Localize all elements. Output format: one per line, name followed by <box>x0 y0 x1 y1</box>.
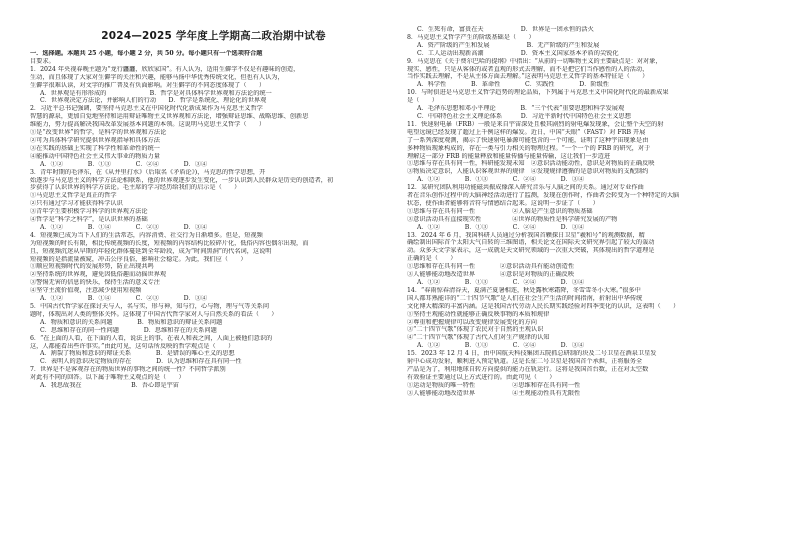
left-question-line: 智慧的源泉，更加自觉地坚持和运用辩证唯物主义世界观和方法论，增强辩证思维、战略思维、创新思 <box>30 113 309 121</box>
right-question-line: 确绘制出国际首个太阳大气自转的三维图谱，相关论文在国际天文研究界引起了较大的轰动 <box>407 239 655 247</box>
left-option-line: A．①② B．①④ C．②③ D．③④ <box>40 295 208 303</box>
left-question-line: 6．“在上面的人看，在下面的人看，说法上的事，在表人和表之间，人面上被他们意识的 <box>30 334 273 342</box>
right-option-line: A．①② B．①③ C．②④ D．③④ <box>417 223 585 231</box>
right-option-line: A．科学性 B．革命性 C．实践性 D．阶级性 <box>417 81 609 89</box>
left-option-line: A．割裂了物质和意识的辩证关系 B．是错误的唯心主义的思想 <box>40 350 235 358</box>
left-question-line: ③青年学生要积极学习科学的世界观方法论 <box>30 208 148 216</box>
right-question-line: 有效验证主要通过以上方式进行的。由此可见（ ） <box>407 373 556 381</box>
right-question-line: 12．某研究团队利用功能磁共振成像深入研究音乐与人脑之间的关系。通过对专业作曲 <box>407 184 644 192</box>
left-question-line: 对此有不同的回答。以下属于唯物主义观点的是（ ） <box>30 374 185 382</box>
right-question-line: ③人能够能动地改造世界 ④意识是对物质的正确反映 <box>407 271 575 279</box>
left-option-line: A．①② B．①④ C．②③ D．③④ <box>40 223 208 231</box>
right-question-line: 10．与时俱进是马克思主义哲学趋势的理论品质，下列属于马克思主义中国化时代化的最新成果 <box>407 89 669 97</box>
right-question-line: 现实、感性，只是从客体的或者直观的形式去理解，而不是把它们当作感性的人的活动， <box>407 65 649 73</box>
right-option-line: C．生死有命，富贵在天 D．世界是一团永恒的活火 <box>417 26 594 33</box>
right-question-line: 11．快速射电暴（FRB）一般是来自宇宙深处且极其剧烈的射电爆发现象，会让整个天空的射 <box>407 120 664 128</box>
right-question-line: 理解这一部分 FRB 的能量释放和能量传播与能量传输，这让我们一步迈进 <box>407 152 611 160</box>
left-question-line: ②坚持系统的世界观，避免因低俗趣而动摇世界观 <box>30 271 167 279</box>
right-question-line: ④“二十四节气歌”体现了古代人们对生产规律的认知 <box>407 334 550 342</box>
right-option-line: C．工人运动出现新高潮 D．资本主义国家基本矛盾的尖锐化 <box>417 49 619 57</box>
left-question-line: ①是“改变世界”的哲学，是科学的世界观和方法论 <box>30 129 167 137</box>
right-question-line: ①运动是物质的唯一特性 ②思维和存在具有同一性 <box>407 381 581 389</box>
right-question-line: 了一系列深度观测，揭示了快速射电暴源可能包含的一个可能，证明了这种宇宙现象是由 <box>407 136 649 144</box>
left-question-line: 这，人都能看出些许事实。”由此可见，这句话所反映的哲学观点是（ ） <box>30 342 235 350</box>
right-question-line: ①坚持主观能动性就能够正确反映事物的本质和规律 <box>407 310 550 318</box>
right-question-line: ③人能够能动地改造世界 ④主观能动性具有无限性 <box>407 389 581 397</box>
left-question-line: ①马克思主义哲学是真正的哲学 <box>30 192 117 200</box>
right-option-line: C．中国特色社会主义理论体系 D．习近平新时代中国特色社会主义思想 <box>417 112 631 120</box>
left-question-line: 生僻字很难认读，对文字的推广普及有负面影响。对生僻字的不同态度体现了（ ） <box>30 81 266 89</box>
left-question-line: 题时，体现出对人类的整体关怀。这体现了中国古代哲学家对人与自然关系的看法（ ） <box>30 310 278 318</box>
right-option-line: A．①② B．①③ C．②④ D．③④ <box>417 279 585 286</box>
left-question-line: 维能力，努力提高解决我国改革发展基本问题的本领。这说明马克思主义哲学（ ） <box>30 121 266 129</box>
right-question-line: 15．2023 年 12 月 4 日，由中国航天科技集团五院抓总研制的块及二号卫星在酒泉卫星发 <box>407 350 657 358</box>
right-question-line: ①思维和存在具有同一性 ②意识活动具有能动创造性 <box>407 263 575 271</box>
left-question-line: 3．青年时期的毛泽东，在《从井里打水》（后取名《矛盾论》)，马克思的哲学思想，开 <box>30 168 266 176</box>
exam-title: 2024—2025 学年度上学期高二政治期中试卷 <box>101 30 326 42</box>
right-question-line: 14．“春雨惊春清谷天，夏满芒夏暑相连，秋处露秋寒霜降，冬雪雪冬小大寒。”很多中 <box>407 286 641 294</box>
right-question-line: 文化博大精深的丰富内涵。这是我国古代劳动人民长期实践经验对四季变化的认识，这表明（ ） <box>407 302 680 310</box>
right-question-line: 状态，使作曲者能够将音符与情感结合起来。这说明一步证了（ ） <box>407 199 599 207</box>
left-question-line: 且，短视频沉迷从早期的年轻化群体蔓延到全年龄段，成为“时间黑洞”的代名词，这说明 <box>30 247 272 255</box>
left-question-line: 始逐步与马克思主义的科学方法论相联系，他的世界观逐步发生变化，一步认识到人民群众是历史的创造者，初 <box>30 176 334 184</box>
left-question-line: 生动，而且体现了大家对生僻字的关注和兴趣，能够马扬中华优秀传统文化，但也有人认为， <box>30 73 284 81</box>
right-column <box>407 26 774 398</box>
right-question-line: 多种物质现象构成的，存在一类与引力相关的物理过程。“一个一个的 FRB 的研究，对于 <box>407 144 651 152</box>
right-question-line: 正确的是（ ） <box>407 255 457 263</box>
left-question-line: 1．2024 年央视春晚主题为“龙行龘龘，欣欣家国”。有人认为，适用生僻字不仅是有趣味的创造， <box>30 65 300 73</box>
right-option-line: A．①② B．①③ C．②④ D．③④ <box>417 176 585 184</box>
left-question-line: ②可为具体科学研究提供世界观指导和具体方法 <box>30 136 160 144</box>
left-question-line: 7．世界是不是客观存在的物质世界的事物之间的统一性？不同哲学派别 <box>30 366 226 374</box>
left-question-line: ④能推动中国特色社会主义伟大事业的物质力量 <box>30 152 160 160</box>
left-option-line: C．思维和存在的同一性问题 D．思维和存在的关系问题 <box>40 326 217 334</box>
right-question-line: ①思维与存在具有同一性，科研能发现未知 ②意识活动能动性，意识是对物质的正确反映 <box>407 160 655 168</box>
left-question-line: 目要求。 <box>30 57 55 65</box>
right-question-line: 9．马克思在《关于费尔巴哈的提纲》中指出：“从前的一切唯物主义的主要缺点是：对对象， <box>407 57 662 65</box>
left-option-line: A．我思故我在 B．吾心即是宇宙 <box>40 382 179 390</box>
left-question-line: 为短视频的时长有限，相比传统视频的长度，短视频的内容结构比较碎片化，低俗内容也偶尔出现，而 <box>30 239 309 247</box>
right-option-line: A．毛泽东思想和邓小平理论 B．“三个代表”重要思想和科学发展观 <box>417 105 625 113</box>
left-question-line: ①顺应短视频时代的发展形势，防止出现共鸣 <box>30 263 154 271</box>
right-question-line: 是（ ） <box>407 97 438 105</box>
left-question-line: 5．中国古代哲学家在探讨天与人，名与实，形与神，知与行，心与物，理与气等关系问 <box>30 303 270 310</box>
left-question-line: ④坚守主流价值观，注意减少使用短视频 <box>30 287 142 295</box>
left-option-line: A．①② B．①③ C．②④ D．③④ <box>40 160 208 168</box>
right-question-line: 电望远镜已经发现了超过上千例这样的爆发。近日，中国“天眼”（FAST）对 FRB 开展 <box>407 128 646 136</box>
left-question-line: 2．习近平总书记强调，要坚持马克思主义在中国化时代化新成果作为马克思主义哲学 <box>30 105 263 113</box>
left-question-line: 步获得了认识世界的科学方法论。毛主席的学习经历给我们的启示是（ ） <box>30 184 241 192</box>
left-question-line: ④哲学是“科学之科学”，是认识世界的基础 <box>30 216 148 224</box>
right-option-line: A．①② B．①③ C．②④ D．③④ <box>417 342 585 350</box>
left-question-line: ③警惕无害的信息的快乐，保持生活的意义专注 <box>30 279 160 287</box>
right-question-line: 射中心成功发射，顺利进入预定轨道。这是长征二号卫星是我国首个承担，正将服务全 <box>407 358 643 366</box>
left-question-line: ③在实践的基础上实现了科学性和革命性的统一 <box>30 144 160 152</box>
right-option-line: A．资产阶级的产生和发展 B．无产阶级的产生和发展 <box>417 41 600 49</box>
left-option-line: C．世界观决定方法论，并影响人们的行动 D．哲学是系统化、理论化的世界观 <box>40 97 267 105</box>
right-question-line: ①思维与存在具有同一性 ②人脑是产生意识的物质基础 <box>407 207 593 215</box>
left-question-line: 短视频的是指流量被窥，冲击公序良俗，影响社会稳定。为此，我们应（ ） <box>30 255 247 263</box>
left-section-heading: 一．选择题。本题共 25 小题，每小题 2 分，共 50 分。每小题只有一个选项符合题 <box>30 50 263 57</box>
right-question-line: ②尊重和把握规律可以改变规律发展变化的方向 <box>407 318 537 326</box>
right-question-line: 13．2024 年 6 月，我国科研人员通过分析我国首颗探日卫星“羲和号”的观测数据，精 <box>407 231 645 239</box>
left-option-line: A．物质和意识的关系问题 B．物质和意识的辩证关系问题 <box>40 318 223 326</box>
right-question-line: 8．马克思主义哲学产生的阶级基础是（ ） <box>407 33 535 41</box>
left-option-line: C．表明人的意识决定物质的存在 D．认为思维和存在具有同一性 <box>40 358 242 366</box>
right-question-line: 国人都耳熟能详的“二十四节气歌”是人们在社会生产生活的时间指南，折射出中华传统 <box>407 294 643 302</box>
right-question-line: ③物质决定意识，人能认识客观世界的规律 ④发现规律遵循的是意识对物质的支配制约 <box>407 168 649 176</box>
left-question-line: 4．短视频已成为当下人们的生活常态，内容消费、社交行为日渐增多。但是，短视频 <box>30 231 263 239</box>
left-question-line: ②只有通过学习才能获得科学认识 <box>30 200 123 208</box>
left-option-line: A．世界观是有形形成的 B．哲学是对具体科学世界观和方法论的统一 <box>40 89 272 97</box>
right-question-line: ③意识活动具有直接现实性 ④世界的物质性是科学研究发展的产物 <box>407 215 618 223</box>
right-question-line: 动。众多天文学家表示，这一成就是天文研究领域的一次重大突破，其体现出的哲学道理是 <box>407 247 655 255</box>
right-question-line: 产品是为了，利用地球自转方向提供的能力在轨运行。这将是我国首台数，正在对太空数 <box>407 365 649 373</box>
left-column <box>30 50 397 390</box>
right-question-line: 当作实践去理解，不是从主体方面去理解。”这表明马克思主义哲学的基本特征是（ ） <box>407 73 649 81</box>
right-question-line: 者在音乐创作过程中的大脑神经活动进行了监测，发现在创作时，作曲者会转变为一个种特定的大脑 <box>407 192 680 200</box>
right-question-line: ③“二十四节气歌”体现了农民对于自然的主观认识 <box>407 326 544 334</box>
